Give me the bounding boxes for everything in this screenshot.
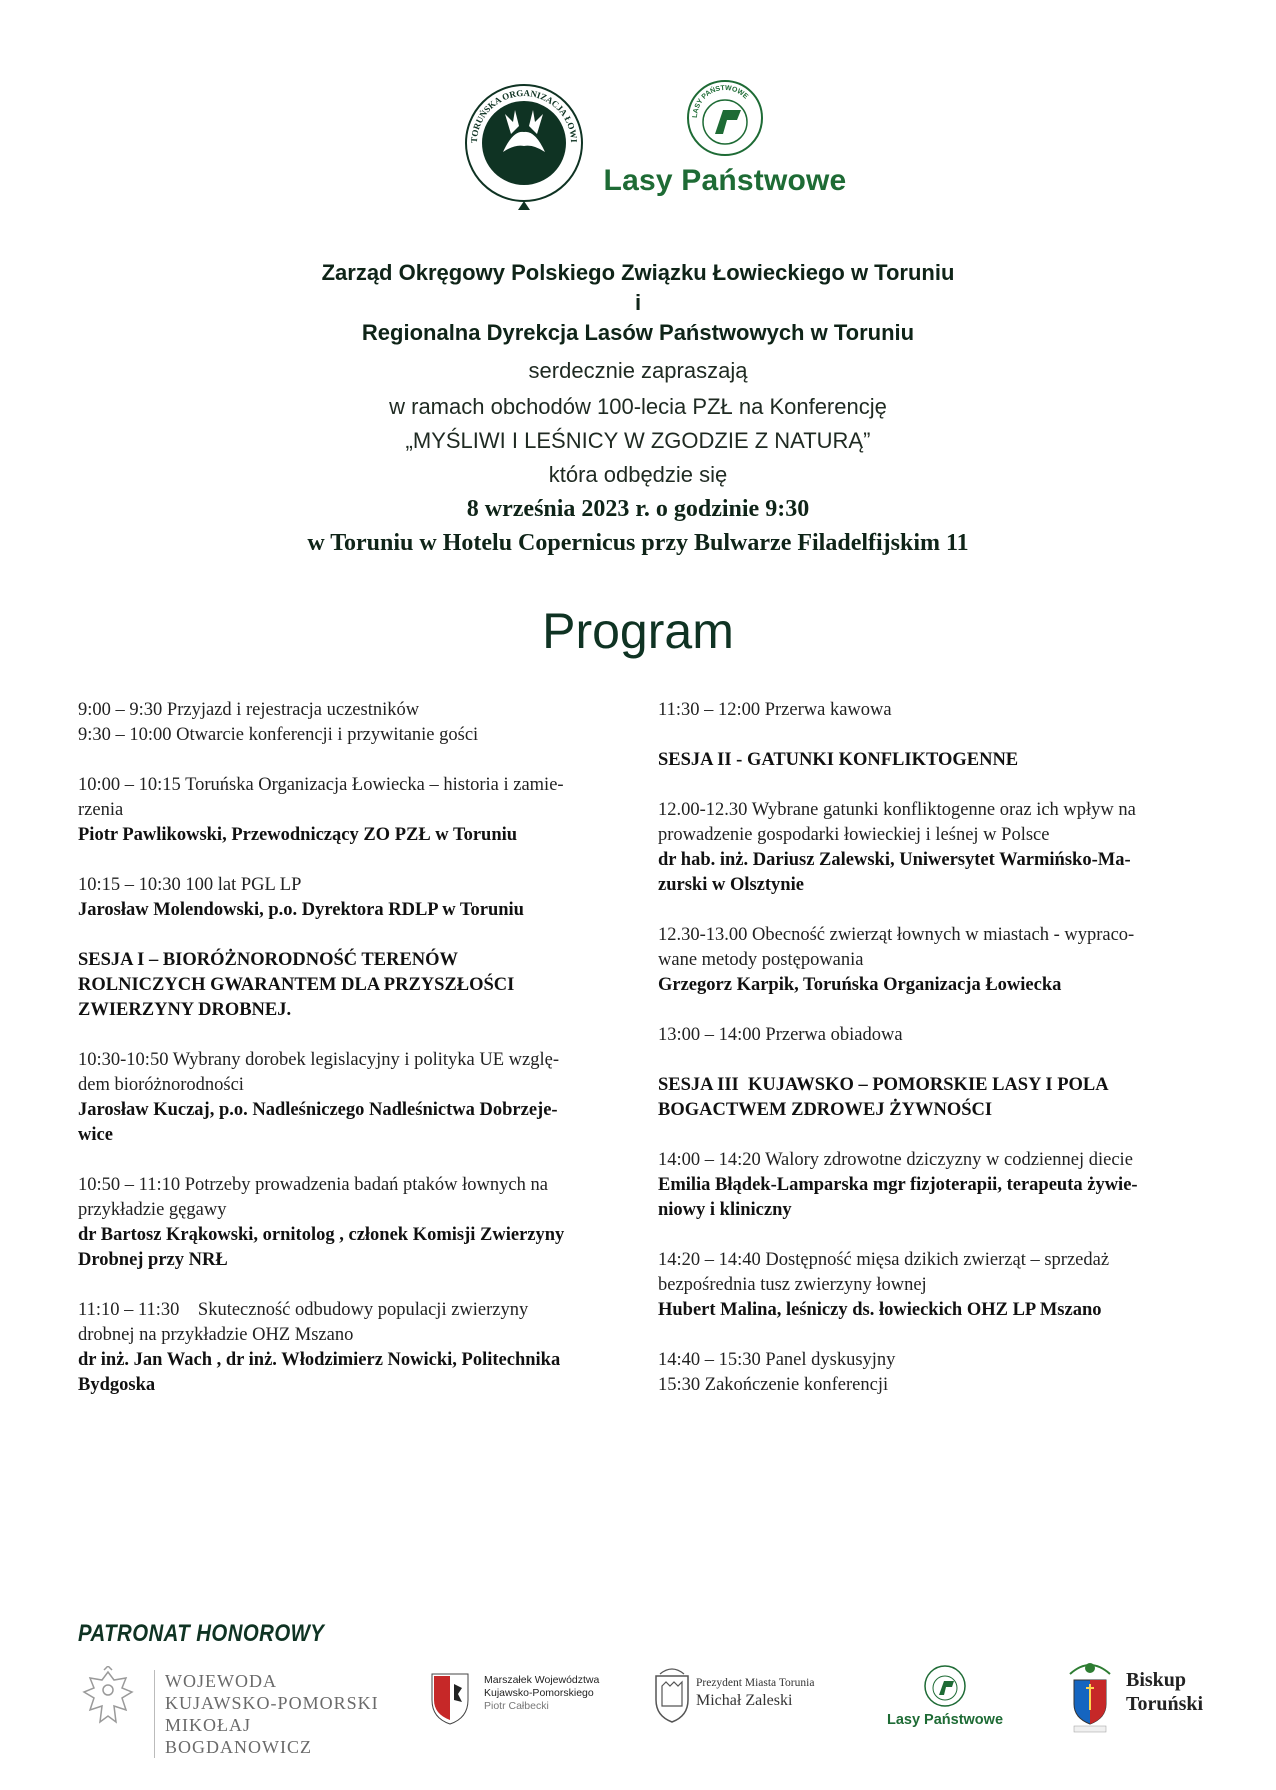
item-line: 14:20 – 14:40 Dostępność mięsa dzikich zwierząt – sprzedaż (658, 1250, 1110, 1270)
program-item (78, 1298, 623, 1398)
speaker: Grzegorz Karpik, Toruńska Organizacja Łowiecka (658, 975, 1062, 995)
conference-title: „MYŚLIWI I LEŚNICY W ZGODZIE Z NATURĄ” (405, 428, 871, 453)
item-line: 9:00 – 9:30 Przyjazd i rejestracja uczestników (78, 700, 420, 720)
program-item (78, 873, 623, 923)
invitation (0, 258, 1276, 560)
speaker: Jarosław Kuczaj, p.o. Nadleśniczego Nadleśnictwa Dobrzeje- (78, 1100, 558, 1120)
speaker: dr hab. inż. Dariusz Zalewski, Uniwersytet Warmińsko-Ma- (658, 850, 1131, 870)
patron-line: Prezydent Miasta Torunia (696, 1677, 815, 1689)
item-line: rzenia (78, 800, 124, 820)
item-line: 14:40 – 15:30 Panel dyskusyjny (658, 1350, 896, 1370)
item-line: 10:50 – 11:10 Potrzeby prowadzenia badań ptaków łownych na (78, 1175, 548, 1195)
program-item (658, 923, 1203, 998)
svg-text:TORUŃSKA ORGANIZACJA ŁOWIECKA: TORUŃSKA ORGANIZACJA ŁOWI (468, 87, 580, 144)
lp-footer-name: Lasy Państwowe (886, 1712, 1004, 1728)
item-line: 13:00 – 14:00 Przerwa obiadowa (658, 1025, 903, 1045)
speaker: Piotr Pawlikowski, Przewodniczący ZO PZŁ w Toruniu (78, 825, 518, 845)
voivodeship-crest-icon (428, 1670, 472, 1726)
invite-text: serdecznie zapraszają (528, 358, 748, 383)
toz-logo (463, 82, 585, 204)
session-heading: SESJA III KUJAWSKO – POMORSKIE LASY I POLA BOGACTWEM ZDROWEJ ŻYWNOŚCI (658, 1075, 1109, 1120)
item-line: bezpośrednia tusz zwierzyny łownej (658, 1275, 927, 1295)
patrons-footer (0, 1660, 1276, 1760)
patron-line: Toruński (1126, 1693, 1204, 1715)
program-title: Program (542, 603, 734, 659)
program-right-column (658, 698, 1203, 1423)
torun-crest-icon (652, 1666, 692, 1724)
header-logos (0, 78, 1276, 218)
speaker: dr Bartosz Krąkowski, ornitolog , członek Komisji Zwierzyny (78, 1225, 565, 1245)
eagle-emblem-icon (78, 1666, 138, 1732)
patron-lasy-panstwowe (870, 1660, 1020, 1750)
speaker: Emilia Błądek-Lamparska mgr fizjoterapii, terapeuta żywie- (658, 1175, 1138, 1195)
patron-line: Piotr Całbecki (484, 1700, 549, 1712)
item-line: prowadzenie gospodarki łowieckiej i leśnej w Polsce (658, 825, 1050, 845)
patron-prezydent (652, 1666, 842, 1736)
item-line: 15:30 Zakończenie konferencji (658, 1375, 889, 1395)
item-line: 10:30-10:50 Wybrany dorobek legislacyjny i polityka UE wzglę- (78, 1050, 559, 1070)
speaker: niowy i kliniczny (658, 1200, 792, 1220)
patron-line: Biskup (1126, 1669, 1187, 1691)
item-line: 10:15 – 10:30 100 lat PGL LP (78, 875, 302, 895)
patron-line: Marszałek Województwa (484, 1674, 600, 1686)
conjunction: i (634, 290, 642, 315)
program-item (658, 1023, 1203, 1048)
speaker: Bydgoska (78, 1375, 156, 1395)
event-date: 8 września 2023 r. o godzinie 9:30 (466, 496, 810, 522)
program-item (78, 1173, 623, 1273)
item-line: wane metody postępowania (658, 950, 864, 970)
organizer-2: Regionalna Dyrekcja Lasów Państwowych w Toruniu (361, 320, 915, 345)
item-line: przykładzie gęgawy (78, 1200, 227, 1220)
item-line: dem bioróżnorodności (78, 1075, 244, 1095)
svg-text:LASY PAŃSTWOWE: LASY PAŃSTWOWE (691, 84, 750, 119)
speaker: Drobnej przy NRŁ (78, 1250, 228, 1270)
speaker: wice (78, 1125, 113, 1145)
will-take-place: która odbędzie się (548, 462, 728, 487)
occasion-text: w ramach obchodów 100-lecia PZŁ na Konferencję (389, 394, 887, 419)
lp-emblem-icon (685, 78, 765, 158)
item-line: 11:10 – 11:30 Skuteczność odbudowy populacji zwierzyny (78, 1300, 529, 1320)
program-item (78, 773, 623, 848)
lp-emblem-icon (923, 1664, 967, 1708)
lasy-panstwowe-logo (600, 78, 850, 208)
session-heading: SESJA I – BIORÓŻNORODNOŚĆ TERENÓW ROLNICZYCH GWARANTEM DLA PRZYSZŁOŚCI ZWIERZYNY DROBNEJ. (78, 950, 515, 1020)
speaker: zurski w Olsztynie (658, 875, 804, 895)
bishop-coat-of-arms-icon (1062, 1660, 1118, 1736)
item-line: 11:30 – 12:00 Przerwa kawowa (658, 700, 892, 720)
item-line: 9:30 – 10:00 Otwarcie konferencji i przywitanie gości (78, 725, 479, 745)
item-line: 12.00-12.30 Wybrane gatunki konfliktogenne oraz ich wpływ na (658, 800, 1136, 820)
patron-line: KUJAWSKO-POMORSKI (165, 1693, 379, 1713)
item-line: 10:00 – 10:15 Toruńska Organizacja Łowiecka – historia i zamie- (78, 775, 564, 795)
program-left-column (78, 698, 623, 1423)
item-line: 12.30-13.00 Obecność zwierząt łownych w miastach - wypraco- (658, 925, 1135, 945)
session-heading: SESJA II - GATUNKI KONFLIKTOGENNE (658, 750, 1019, 770)
speaker: dr inż. Jan Wach , dr inż. Włodzimierz Nowicki, Politechnika (78, 1350, 561, 1370)
patron-biskup (1062, 1660, 1232, 1750)
program-item (658, 798, 1203, 898)
lp-name: Lasy Państwowe (603, 164, 847, 197)
patron-line: Michał Zaleski (696, 1692, 793, 1709)
organizer-1: Zarząd Okręgowy Polskiego Związku Łowieckiego w Toruniu (321, 260, 955, 285)
program-item (78, 1048, 623, 1148)
program-item (658, 698, 1203, 723)
item-line: drobnej na przykładzie OHZ Mszano (78, 1325, 354, 1345)
program-item (78, 698, 623, 748)
patronat-heading: PATRONAT HONOROWY (78, 1620, 325, 1647)
program-item (658, 1148, 1203, 1223)
event-venue: w Toruniu w Hotelu Copernicus przy Bulwarze Filadelfijskim 11 (307, 530, 969, 556)
speaker: Jarosław Molendowski, p.o. Dyrektora RDLP w Toruniu (78, 900, 524, 920)
speaker: Hubert Malina, leśniczy ds. łowieckich OHZ LP Mszano (658, 1300, 1102, 1320)
patron-line: Kujawsko-Pomorskiego (484, 1687, 594, 1699)
program-item (658, 1248, 1203, 1323)
program-item (658, 1348, 1203, 1398)
patron-wojewoda (78, 1666, 398, 1757)
patron-line: WOJEWODA (165, 1671, 277, 1691)
patron-line: MIKOŁAJ BOGDANOWICZ (165, 1715, 312, 1757)
item-line: 14:00 – 14:20 Walory zdrowotne dziczyzny w codziennej diecie (658, 1150, 1133, 1170)
patron-marszalek (428, 1670, 608, 1730)
